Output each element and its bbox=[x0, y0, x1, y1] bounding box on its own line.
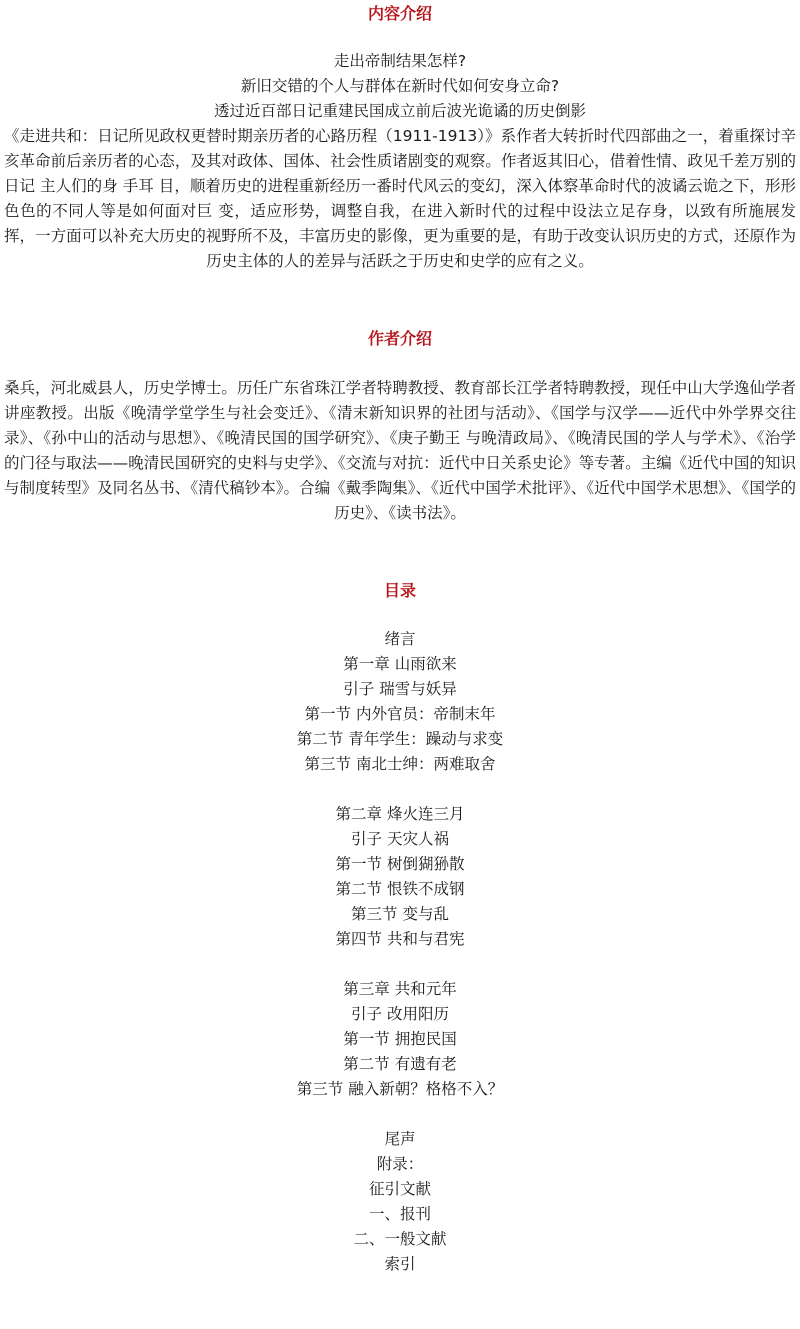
author-title: 作者介绍 bbox=[367, 329, 432, 348]
intro-title: 内容介绍 bbox=[367, 4, 432, 23]
toc-entry: 第三章 共和元年 bbox=[343, 980, 457, 998]
toc-entry: 一、报刊 bbox=[368, 1205, 431, 1223]
toc-entry: 引子 天灾人祸 bbox=[351, 830, 449, 848]
toc-entry: 第二节 青年学生：躁动与求变 bbox=[296, 730, 504, 748]
toc-entry: 第二节 有遗有老 bbox=[343, 1055, 457, 1073]
toc-spacer bbox=[2, 952, 798, 977]
toc-entry: 索引 bbox=[384, 1255, 416, 1273]
toc-entry: 二、一般文献 bbox=[353, 1230, 447, 1248]
toc-entry: 第一节 拥抱民国 bbox=[343, 1030, 457, 1048]
toc-entry: 附录： bbox=[376, 1155, 424, 1173]
toc-entry: 第一章 山雨欲来 bbox=[343, 655, 457, 673]
tagline: 走出帝制结果怎样? bbox=[333, 52, 467, 70]
tagline: 新旧交错的个人与群体在新时代如何安身立命? bbox=[240, 77, 560, 95]
toc-title: 目录 bbox=[383, 581, 416, 600]
toc-entry: 第三节 南北士绅：两难取舍 bbox=[304, 755, 496, 773]
toc-entry: 第三节 变与乱 bbox=[351, 905, 449, 923]
author-paragraph: 桑兵，河北威县人，历史学博士。历任广东省珠江学者特聘教授、教育部长江学者特聘教授，现任中山大学逸仙学者讲座教授。出版《晚清学堂学生与社会变迁》、《清末新知识界的社团与活动》、《国学与汉学——近代中外学界交往录》、《孙中山的活动与思想》、《晚清民国的国学研究》、《庚子勤王 与晚清政局》、《晚清民国的学人与学术》、《治学的门径与取法——晚清民国研究的史料与史学》、《交流与对抗：近代中日关系史论》等专著。主编《近代中国的知识与制度转型》及同名丛书、《清代稿钞本》。合编《戴季陶集》、《近代中国学术批评》、《近代中国学术思想》、《国学的历史》、《读书法》。 bbox=[4, 379, 796, 522]
toc-entry: 第一节 树倒猢狲散 bbox=[335, 855, 465, 873]
book-info-page bbox=[0, 3, 800, 1277]
toc-entry: 征引文献 bbox=[368, 1180, 431, 1198]
toc-entry: 引子 改用阳历 bbox=[351, 1005, 449, 1023]
toc-entry: 绪言 bbox=[384, 630, 416, 648]
toc-entry: 第一节 内外官员：帝制末年 bbox=[304, 705, 496, 723]
tagline: 透过近百部日记重建民国成立前后波光诡谲的历史倒影 bbox=[213, 102, 586, 120]
toc-spacer bbox=[2, 777, 798, 802]
toc-spacer bbox=[2, 1102, 798, 1127]
toc-entry: 引子 瑞雪与妖异 bbox=[343, 680, 457, 698]
intro-paragraph: 《走进共和：日记所见政权更替时期亲历者的心路历程（1911-1913）》系作者大转折时代四部曲之一，着重探讨辛亥革命前后亲历者的心态，及其对政体、国体、社会性质诸剧变的观察。作者返其旧心，借着性情、政见千差万别的日记 主人们的身 手耳 目，顺着历史的进程重新经历一番时代风云的变幻，深入体察革命时代的波谲云诡之下，形形色色的不同人等是如何面对巨 变，适应形势，调整自我，在进入新时代的过程中设法立足存身，以致有所施展发挥，一方面可以补充大历史的视野所不及，丰富历史的影像，更为重要的是，有助于改变认识历史的方式，还原作为历史主体的人的差异与活跃之于历史和史学的应有之义。 bbox=[4, 127, 796, 270]
toc-entry: 尾声 bbox=[384, 1130, 416, 1148]
table-of-contents bbox=[2, 627, 798, 1277]
toc-entry: 第二节 恨铁不成钢 bbox=[335, 880, 465, 898]
intro-taglines bbox=[2, 49, 798, 124]
toc-entry: 第三节 融入新朝？格格不入？ bbox=[296, 1080, 504, 1098]
toc-entry: 第二章 烽火连三月 bbox=[335, 805, 465, 823]
toc-entry: 第四节 共和与君宪 bbox=[335, 930, 465, 948]
